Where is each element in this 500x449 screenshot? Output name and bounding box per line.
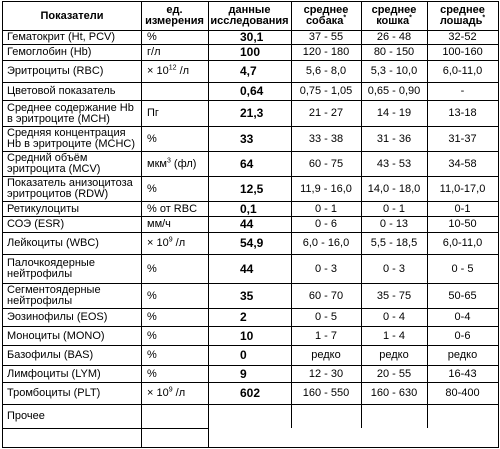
row-name: Цветовой показатель [7, 85, 116, 97]
row-value: 0,1 [240, 202, 257, 216]
row-value: 44 [240, 217, 254, 231]
row-cat: 0 - 1 [382, 202, 405, 215]
row-dog: редко [311, 349, 341, 361]
row-unit: % [147, 31, 157, 43]
row-unit: × $10^{12}$ /л [147, 64, 190, 77]
row-value: 0,64 [240, 84, 264, 98]
row-cat: 0 - 3 [382, 262, 405, 275]
row-unit: % [147, 367, 157, 380]
row-value: 35 [240, 288, 254, 303]
row-dog [291, 405, 361, 428]
row-unit: % [147, 329, 157, 342]
row-dog: 0 - 3 [314, 262, 337, 275]
row-dog: 0 - 6 [314, 218, 337, 230]
row-dog: 120 - 180 [302, 46, 350, 58]
header-dog: среднее собака* [303, 4, 349, 27]
row-dog: 0 - 5 [314, 311, 337, 323]
row-cat: 43 - 53 [376, 157, 412, 170]
row-name: Гематокрит (Ht, PCV) [7, 31, 116, 43]
row-horse: 80-400 [445, 387, 480, 399]
row-dog: 60 - 75 [308, 157, 344, 170]
row-cat: редко [379, 349, 409, 361]
header-units: ед. измерения [145, 4, 204, 27]
header-result: данные исследования [210, 4, 289, 27]
row-cat: 5,3 - 10,0 [370, 65, 418, 77]
row-cat: 0 - 4 [382, 311, 405, 323]
row-dog: 5,6 - 8,0 [305, 65, 347, 77]
row-dog: 0,75 - 1,05 [299, 85, 353, 97]
row-unit: % [147, 182, 157, 195]
row-horse: 13-18 [448, 107, 477, 119]
row-unit: % [147, 262, 157, 275]
row-name: Лимфоциты (LYM) [7, 367, 101, 380]
row-horse: 34-58 [448, 157, 477, 170]
row-value: 9 [240, 366, 247, 381]
row-cat: 31 - 36 [376, 132, 412, 145]
row-cat: 1 - 4 [382, 329, 405, 342]
row-dog: 12 - 30 [308, 367, 344, 380]
row-cat: 0,65 - 0,90 [367, 85, 421, 97]
row-horse: 6,0-11,0 [442, 237, 483, 249]
row-horse: редко [447, 349, 478, 361]
row-horse: 31-37 [448, 132, 477, 145]
row-value: 30,1 [240, 31, 264, 44]
row-cat: 26 - 48 [376, 31, 412, 43]
row-cat: 160 - 630 [370, 387, 418, 399]
row-name: Базофилы (BAS) [7, 349, 94, 361]
header-horse: среднее лошадь* [439, 4, 486, 27]
row-cat: 14 - 19 [376, 107, 412, 119]
row-value: 44 [240, 261, 254, 276]
row-name: Среднее содержание Hb в эритроците (MCH) [7, 101, 134, 125]
row-unit: мкм$^3$ (фл) [147, 156, 197, 170]
row-value: 2 [240, 310, 247, 324]
row-value: 4,7 [240, 64, 257, 78]
header-indicator: Показатели [40, 9, 104, 22]
row-value: 33 [240, 131, 254, 146]
row-horse: 100-160 [442, 46, 483, 58]
row-unit: % [147, 311, 157, 323]
row-dog: 60 - 70 [308, 289, 344, 302]
row-dog: 160 - 550 [302, 387, 350, 399]
row-unit [141, 429, 208, 446]
row-unit [141, 83, 208, 100]
row-value: 602 [240, 386, 261, 400]
row-horse: - [460, 85, 465, 97]
row-value: 0 [240, 348, 247, 362]
row-value: 100 [240, 45, 261, 59]
row-horse: 11,0-17,0 [439, 182, 486, 195]
row-unit: % [147, 289, 157, 302]
row-name: Показатель анизоцитоза эритроцитов (RDW) [7, 177, 133, 200]
row-value: 54,9 [240, 236, 264, 250]
row-name: Сегментоядерные нейтрофилы [7, 284, 101, 307]
row-dog: 1 - 7 [314, 329, 337, 342]
row-horse: 10-50 [448, 218, 477, 230]
row-name: Палочкоядерные нейтрофилы [7, 257, 95, 280]
row-value: 10 [240, 328, 254, 343]
row-value: 21,3 [240, 106, 264, 120]
row-horse: 0-4 [454, 311, 471, 323]
row-cat: 20 - 55 [376, 367, 412, 380]
row-dog: 21 - 27 [308, 107, 344, 119]
row-horse: 16-43 [448, 367, 477, 380]
row-cat: 35 - 75 [376, 289, 412, 302]
row-dog: 6,0 - 16,0 [302, 237, 350, 249]
row-horse [427, 405, 498, 428]
row-dog: 11,9 - 16,0 [300, 182, 352, 195]
row-unit: мм/ч [147, 218, 171, 230]
row-horse: 0-1 [454, 202, 471, 215]
row-value [208, 405, 291, 428]
row-unit: × $10^9$ /л [147, 386, 186, 399]
row-value: 64 [240, 156, 254, 171]
row-name: Эозинофилы (EOS) [7, 311, 108, 323]
row-cat: 0 - 13 [379, 218, 409, 230]
row-horse: 6,0-11,0 [442, 65, 483, 77]
row-cat: 5,5 - 18,5 [370, 237, 418, 249]
row-value: 12,5 [240, 181, 264, 196]
row-name: Тромбоциты (PLT) [7, 387, 101, 399]
row-name: Ретикулоциты [7, 202, 80, 215]
row-name: Моноциты (MONO) [7, 329, 105, 342]
row-unit [141, 405, 208, 428]
row-unit: % от RBC [147, 202, 198, 215]
row-unit: г/л [147, 46, 161, 58]
row-name: СОЭ (ESR) [7, 218, 65, 230]
row-name: Прочее [7, 410, 45, 422]
row-unit: % [147, 349, 157, 361]
row-horse: 0 - 5 [451, 262, 474, 275]
header-cat: среднее кошка* [371, 4, 417, 27]
row-horse: 0-6 [454, 329, 471, 342]
row-cat: 14,0 - 18,0 [367, 182, 421, 195]
row-cat [361, 405, 427, 428]
row-name: Средняя концентрация Hb в эритроците (MCHC) [7, 127, 136, 150]
row-horse: 32-52 [448, 31, 477, 43]
row-name: Гемоглобин (Hb) [7, 46, 92, 58]
row-name: Эритроциты (RBC) [7, 65, 104, 77]
row-dog: 33 - 38 [308, 132, 344, 145]
row-dog: 37 - 55 [308, 31, 344, 43]
row-unit: × $10^9$ /л [147, 236, 186, 249]
row-unit: Пг [147, 107, 159, 119]
row-horse: 50-65 [448, 289, 477, 302]
row-cat: 80 - 150 [373, 46, 415, 58]
row-name [3, 429, 141, 446]
row-unit: % [147, 132, 157, 145]
row-name: Лейкоциты (WBC) [7, 237, 99, 249]
row-dog: 0 - 1 [314, 202, 337, 215]
row-name: Средний объём эритроцита (MCV) [7, 152, 101, 175]
